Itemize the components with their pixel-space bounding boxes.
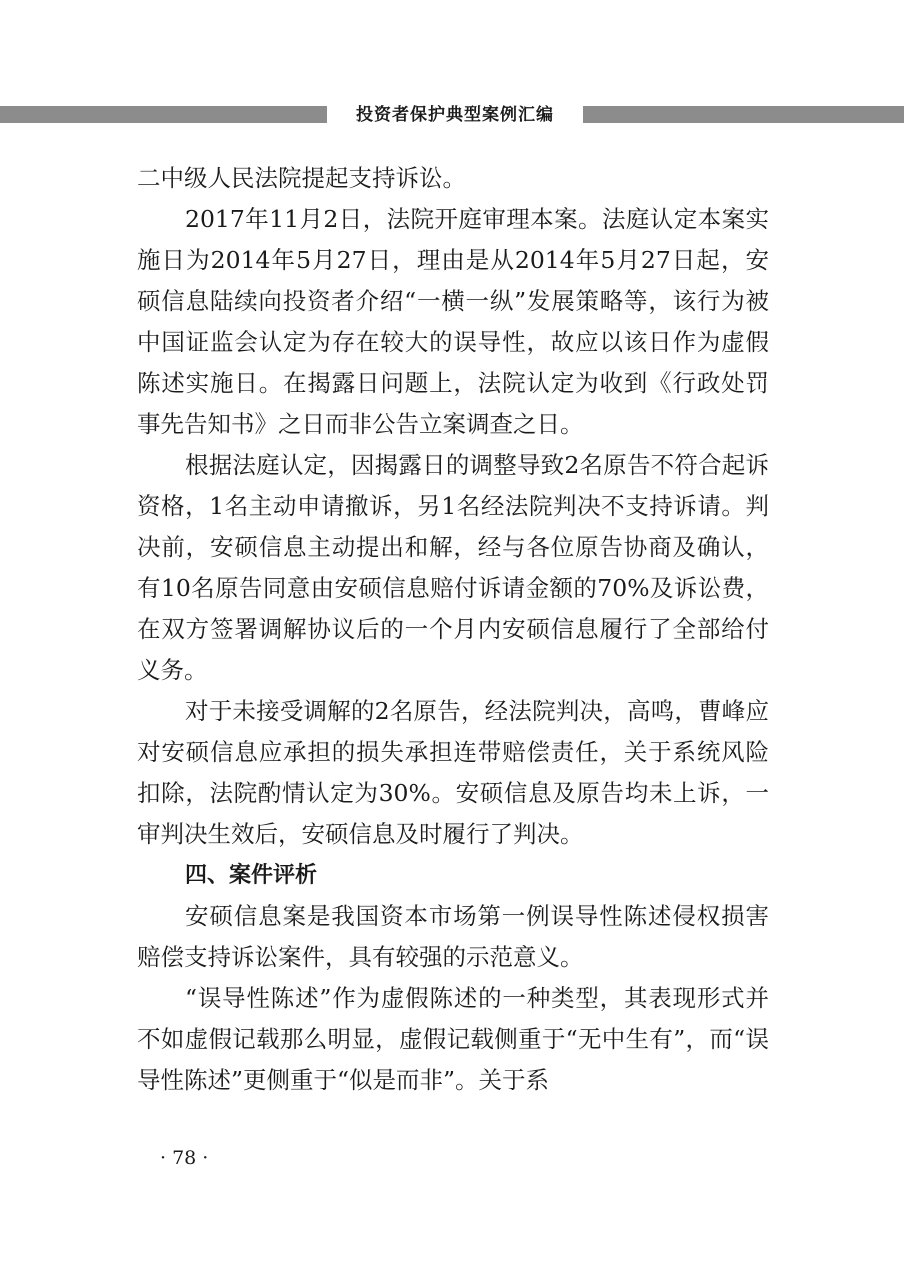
body-text <box>137 158 769 1101</box>
header-rule-left <box>0 106 327 123</box>
paragraph-continued: 二中级人民法院提起支持诉讼。 <box>137 164 466 192</box>
paragraph: “误导性陈述”作为虚假陈述的一种类型，其表现形式并不如虚假记载那么明显，虚假记载侧重于“无中生有”，而“误导性陈述”更侧重于“似是而非”。关于系 <box>137 984 769 1094</box>
page-number: · 78 · <box>160 1147 209 1169</box>
paragraph: 2017年11月2日，法院开庭审理本案。法庭认定本案实施日为2014年5月27日，理由是从2014年5月27日起，安硕信息陆续向投资者介绍“一横一纵”发展策略等，该行为被中国证监会认定为存在较大的误导性，故应以该日作为虚假陈述实施日。在揭露日问题上，法院认定为收到《行政处罚事先告知书》之日而非公告立案调查之日。 <box>137 205 769 438</box>
running-title: 投资者保护典型案例汇编 <box>356 105 554 125</box>
paragraph: 对于未接受调解的2名原告，经法院判决，高鸣，曹峰应对安硕信息应承担的损失承担连带赔偿责任，关于系统风险扣除，法院酌情认定为30%。安硕信息及原告均未上诉，一审判决生效后，安硕信息及时履行了判决。 <box>137 697 769 848</box>
header-rule-right <box>583 106 904 123</box>
section-heading: 四、案件评析 <box>185 863 318 888</box>
paragraph: 安硕信息案是我国资本市场第一例误导性陈述侵权损害赔偿支持诉讼案件，具有较强的示范意义。 <box>137 902 769 971</box>
paragraph: 根据法庭认定，因揭露日的调整导致2名原告不符合起诉资格，1名主动申请撤诉，另1名经法院判决不支持诉请。判决前，安硕信息主动提出和解，经与各位原告协商及确认，有10名原告同意由安硕信息赔付诉请金额的70%及诉讼费，在双方签署调解协议后的一个月内安硕信息履行了全部给付义务。 <box>137 451 769 684</box>
